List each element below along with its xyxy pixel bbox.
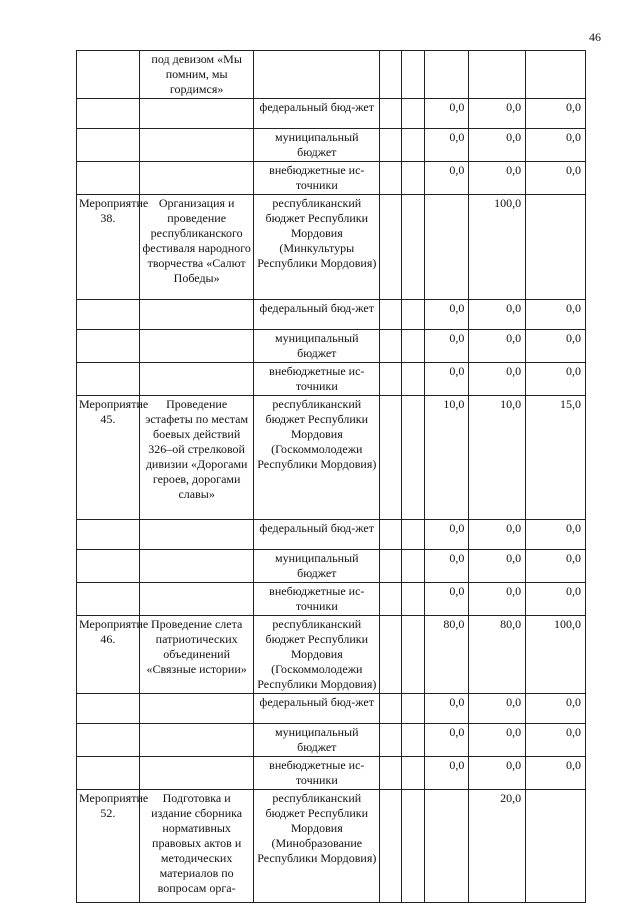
- value-year-2-cell: 0,0: [469, 724, 526, 757]
- value-year-2-cell: 0,0: [469, 99, 526, 129]
- table-row: [77, 99, 586, 129]
- value-year-2-cell: 0,0: [469, 129, 526, 162]
- table-row: [77, 790, 586, 903]
- value-year-3-cell: 0,0: [526, 520, 586, 550]
- empty-cell: [402, 162, 424, 195]
- event-number-cell: [77, 724, 140, 757]
- value-year-3-cell: 0,0: [526, 300, 586, 330]
- funding-source-cell: республиканский бюджет Республики Мордовия (Минобразование Республики Мордовия): [254, 790, 380, 903]
- event-name-cell: [139, 550, 254, 583]
- empty-cell: [380, 520, 402, 550]
- table-row: [77, 300, 586, 330]
- funding-source-cell: внебюджетные ис-точники: [254, 363, 380, 396]
- value-year-1-cell: 0,0: [424, 520, 469, 550]
- event-number-cell: Мероприятие 45.: [77, 396, 140, 520]
- value-year-3-cell: [526, 790, 586, 903]
- event-number-cell: [77, 757, 140, 790]
- empty-cell: [380, 162, 402, 195]
- value-year-2-cell: 0,0: [469, 300, 526, 330]
- empty-cell: [402, 330, 424, 363]
- empty-cell: [402, 129, 424, 162]
- empty-cell: [380, 790, 402, 903]
- table-row: [77, 757, 586, 790]
- funding-source-cell: внебюджетные ис-точники: [254, 583, 380, 616]
- empty-cell: [380, 396, 402, 520]
- funding-source-cell: муниципальный бюджет: [254, 129, 380, 162]
- value-year-3-cell: 0,0: [526, 694, 586, 724]
- empty-cell: [380, 300, 402, 330]
- empty-cell: [402, 396, 424, 520]
- funding-source-cell: муниципальный бюджет: [254, 550, 380, 583]
- value-year-3-cell: 0,0: [526, 99, 586, 129]
- table-body: [77, 51, 586, 903]
- value-year-3-cell: [526, 195, 586, 300]
- empty-cell: [402, 550, 424, 583]
- empty-cell: [380, 724, 402, 757]
- funding-source-cell: внебюджетные ис-точники: [254, 757, 380, 790]
- value-year-2-cell: 0,0: [469, 162, 526, 195]
- funding-source-cell: федеральный бюд-жет: [254, 520, 380, 550]
- event-number-cell: [77, 583, 140, 616]
- value-year-1-cell: 0,0: [424, 550, 469, 583]
- value-year-3-cell: 0,0: [526, 330, 586, 363]
- funding-source-cell: федеральный бюд-жет: [254, 694, 380, 724]
- value-year-2-cell: 0,0: [469, 550, 526, 583]
- funding-source-cell: республиканский бюджет Республики Мордовия (Минкультуры Республики Мордовия): [254, 195, 380, 300]
- event-name-cell: Проведение эстафеты по местам боевых действий 326–ой стрелковой дивизии «Дорогами героев, дорогами славы»: [139, 396, 254, 520]
- event-name-cell: Организация и проведение республиканского фестиваля народного творчества «Салют Победы»: [139, 195, 254, 300]
- table-row: [77, 520, 586, 550]
- event-number-cell: [77, 99, 140, 129]
- event-name-cell: [139, 99, 254, 129]
- funding-source-cell: республиканский бюджет Республики Мордовия (Госкоммолодежи Республики Мордовия): [254, 616, 380, 694]
- table-row: [77, 724, 586, 757]
- value-year-1-cell: 0,0: [424, 724, 469, 757]
- empty-cell: [380, 330, 402, 363]
- empty-cell: [402, 99, 424, 129]
- empty-cell: [402, 757, 424, 790]
- empty-cell: [402, 51, 424, 99]
- event-number-cell: [77, 330, 140, 363]
- value-year-3-cell: 0,0: [526, 757, 586, 790]
- value-year-1-cell: [424, 51, 469, 99]
- empty-cell: [380, 694, 402, 724]
- value-year-1-cell: 0,0: [424, 583, 469, 616]
- event-number-cell: [77, 300, 140, 330]
- value-year-3-cell: [526, 51, 586, 99]
- event-number-cell: [77, 520, 140, 550]
- value-year-3-cell: 15,0: [526, 396, 586, 520]
- event-name-cell: Проведение слета патриотических объединений «Связные истории»: [139, 616, 254, 694]
- empty-cell: [402, 583, 424, 616]
- value-year-2-cell: 0,0: [469, 363, 526, 396]
- value-year-3-cell: 0,0: [526, 129, 586, 162]
- value-year-1-cell: 80,0: [424, 616, 469, 694]
- empty-cell: [380, 550, 402, 583]
- value-year-1-cell: 0,0: [424, 363, 469, 396]
- empty-cell: [380, 616, 402, 694]
- empty-cell: [380, 129, 402, 162]
- event-number-cell: [77, 162, 140, 195]
- table-row: [77, 694, 586, 724]
- empty-cell: [380, 51, 402, 99]
- event-number-cell: [77, 694, 140, 724]
- value-year-2-cell: 10,0: [469, 396, 526, 520]
- event-name-cell: [139, 300, 254, 330]
- event-number-cell: [77, 51, 140, 99]
- value-year-2-cell: 0,0: [469, 694, 526, 724]
- budget-table: [76, 50, 586, 903]
- value-year-1-cell: 0,0: [424, 300, 469, 330]
- event-number-cell: Мероприятие 46.: [77, 616, 140, 694]
- table-row: [77, 396, 586, 520]
- event-name-cell: [139, 757, 254, 790]
- value-year-1-cell: [424, 790, 469, 903]
- event-name-cell: [139, 583, 254, 616]
- empty-cell: [402, 790, 424, 903]
- event-name-cell: [139, 520, 254, 550]
- page-number: 46: [589, 30, 601, 44]
- empty-cell: [402, 520, 424, 550]
- empty-cell: [380, 757, 402, 790]
- funding-source-cell: муниципальный бюджет: [254, 724, 380, 757]
- value-year-2-cell: 80,0: [469, 616, 526, 694]
- empty-cell: [402, 300, 424, 330]
- event-name-cell: [139, 694, 254, 724]
- value-year-1-cell: 0,0: [424, 757, 469, 790]
- value-year-2-cell: [469, 51, 526, 99]
- table-row: [77, 129, 586, 162]
- empty-cell: [402, 363, 424, 396]
- event-number-cell: Мероприятие 52.: [77, 790, 140, 903]
- empty-cell: [380, 195, 402, 300]
- table-row: [77, 195, 586, 300]
- event-name-cell: [139, 724, 254, 757]
- event-name-cell: под девизом «Мы помним, мы гордимся»: [139, 51, 254, 99]
- value-year-2-cell: 0,0: [469, 330, 526, 363]
- value-year-1-cell: [424, 195, 469, 300]
- value-year-1-cell: 10,0: [424, 396, 469, 520]
- empty-cell: [402, 195, 424, 300]
- event-number-cell: [77, 363, 140, 396]
- value-year-3-cell: 0,0: [526, 162, 586, 195]
- value-year-1-cell: 0,0: [424, 330, 469, 363]
- event-name-cell: [139, 363, 254, 396]
- empty-cell: [402, 724, 424, 757]
- value-year-1-cell: 0,0: [424, 162, 469, 195]
- event-name-cell: [139, 330, 254, 363]
- empty-cell: [402, 694, 424, 724]
- value-year-2-cell: 100,0: [469, 195, 526, 300]
- value-year-3-cell: 100,0: [526, 616, 586, 694]
- table-row: [77, 550, 586, 583]
- empty-cell: [380, 99, 402, 129]
- value-year-2-cell: 0,0: [469, 757, 526, 790]
- event-name-cell: [139, 129, 254, 162]
- funding-source-cell: федеральный бюд-жет: [254, 99, 380, 129]
- value-year-2-cell: 20,0: [469, 790, 526, 903]
- value-year-3-cell: 0,0: [526, 363, 586, 396]
- table-row: [77, 616, 586, 694]
- value-year-1-cell: 0,0: [424, 99, 469, 129]
- table-row: [77, 51, 586, 99]
- funding-source-cell: республиканский бюджет Республики Мордовия (Госкоммолодежи Республики Мордовия): [254, 396, 380, 520]
- funding-source-cell: [254, 51, 380, 99]
- empty-cell: [380, 583, 402, 616]
- table-row: [77, 583, 586, 616]
- table-row: [77, 363, 586, 396]
- event-name-cell: Подготовка и издание сборника нормативных правовых актов и методических материалов по вопросам орга-: [139, 790, 254, 903]
- funding-source-cell: муниципальный бюджет: [254, 330, 380, 363]
- table-row: [77, 330, 586, 363]
- value-year-2-cell: 0,0: [469, 520, 526, 550]
- value-year-2-cell: 0,0: [469, 583, 526, 616]
- empty-cell: [380, 363, 402, 396]
- value-year-3-cell: 0,0: [526, 724, 586, 757]
- value-year-3-cell: 0,0: [526, 583, 586, 616]
- event-name-cell: [139, 162, 254, 195]
- event-number-cell: Мероприятие 38.: [77, 195, 140, 300]
- event-number-cell: [77, 550, 140, 583]
- empty-cell: [402, 616, 424, 694]
- value-year-1-cell: 0,0: [424, 694, 469, 724]
- table-row: [77, 162, 586, 195]
- value-year-3-cell: 0,0: [526, 550, 586, 583]
- value-year-1-cell: 0,0: [424, 129, 469, 162]
- funding-source-cell: федеральный бюд-жет: [254, 300, 380, 330]
- funding-source-cell: внебюджетные ис-точники: [254, 162, 380, 195]
- event-number-cell: [77, 129, 140, 162]
